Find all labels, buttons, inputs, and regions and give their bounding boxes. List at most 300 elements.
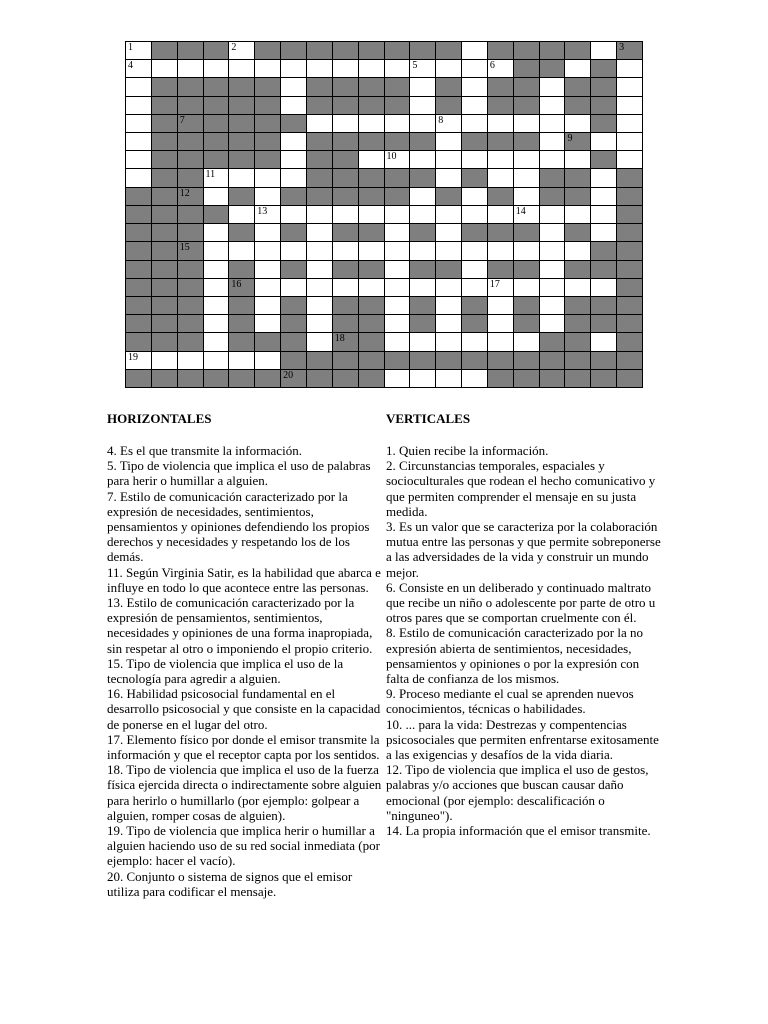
- answer-cell[interactable]: [126, 60, 152, 78]
- answer-cell[interactable]: [255, 188, 281, 206]
- blocked-cell: [307, 78, 333, 96]
- answer-cell[interactable]: [204, 315, 230, 333]
- answer-cell[interactable]: [540, 242, 566, 260]
- answer-cell[interactable]: [436, 242, 462, 260]
- answer-cell[interactable]: [281, 78, 307, 96]
- blocked-cell: [359, 97, 385, 115]
- blocked-cell: [333, 352, 359, 370]
- answer-cell[interactable]: [591, 169, 617, 187]
- blocked-cell: [359, 78, 385, 96]
- blocked-cell: [281, 261, 307, 279]
- blocked-cell: [126, 188, 152, 206]
- verticales-clue: 10. ... para la vida: Destrezas y compentencias psicosociales que permiten enfrentarse exitosamente a las exigencias y desafíos de la vida diaria.: [386, 716, 659, 763]
- answer-cell[interactable]: [281, 151, 307, 169]
- blocked-cell: [462, 352, 488, 370]
- answer-cell[interactable]: [514, 115, 540, 133]
- answer-cell[interactable]: [229, 242, 255, 260]
- answer-cell[interactable]: [410, 188, 436, 206]
- answer-cell[interactable]: [462, 206, 488, 224]
- blocked-cell: [565, 133, 591, 151]
- answer-cell[interactable]: [488, 242, 514, 260]
- answer-cell[interactable]: [488, 333, 514, 351]
- blocked-cell: [514, 370, 540, 388]
- answer-cell[interactable]: [255, 169, 281, 187]
- blocked-cell: [617, 42, 643, 60]
- answer-cell[interactable]: [307, 115, 333, 133]
- blocked-cell: [410, 133, 436, 151]
- blocked-cell: [255, 151, 281, 169]
- answer-cell[interactable]: [462, 151, 488, 169]
- answer-cell[interactable]: [359, 151, 385, 169]
- blocked-cell: [565, 188, 591, 206]
- blocked-cell: [178, 188, 204, 206]
- answer-cell[interactable]: [410, 78, 436, 96]
- blocked-cell: [178, 297, 204, 315]
- clue-number: 3: [619, 42, 625, 53]
- answer-cell[interactable]: [462, 333, 488, 351]
- blocked-cell: [359, 169, 385, 187]
- blocked-cell: [591, 60, 617, 78]
- answer-cell[interactable]: [436, 297, 462, 315]
- blocked-cell: [385, 169, 411, 187]
- answer-cell[interactable]: [126, 133, 152, 151]
- blocked-cell: [385, 352, 411, 370]
- answer-cell[interactable]: [255, 352, 281, 370]
- horizontales-clue: 4. Es el que transmite la información.: [107, 443, 302, 458]
- blocked-cell: [436, 261, 462, 279]
- horizontales-clue: 15. Tipo de violencia que implica el uso de la tecnología para agredir a alguien.: [107, 655, 344, 687]
- answer-cell[interactable]: [385, 60, 411, 78]
- blocked-cell: [617, 261, 643, 279]
- answer-cell[interactable]: [204, 279, 230, 297]
- clue-number: 19: [128, 351, 138, 363]
- answer-cell[interactable]: [385, 261, 411, 279]
- blocked-cell: [126, 315, 152, 333]
- answer-cell[interactable]: [514, 242, 540, 260]
- answer-cell[interactable]: [333, 242, 359, 260]
- blocked-cell: [152, 78, 178, 96]
- answer-cell[interactable]: [565, 242, 591, 260]
- answer-cell[interactable]: [152, 352, 178, 370]
- answer-cell[interactable]: [333, 206, 359, 224]
- blocked-cell: [204, 115, 230, 133]
- answer-cell[interactable]: [462, 115, 488, 133]
- answer-cell[interactable]: [488, 60, 514, 78]
- blocked-cell: [126, 224, 152, 242]
- blocked-cell: [204, 78, 230, 96]
- blocked-cell: [488, 370, 514, 388]
- blocked-cell: [229, 97, 255, 115]
- answer-cell[interactable]: [385, 151, 411, 169]
- answer-cell[interactable]: [514, 333, 540, 351]
- answer-cell[interactable]: [307, 333, 333, 351]
- answer-cell[interactable]: [436, 60, 462, 78]
- answer-cell[interactable]: [255, 261, 281, 279]
- blocked-cell: [333, 151, 359, 169]
- blocked-cell: [488, 224, 514, 242]
- blocked-cell: [359, 352, 385, 370]
- answer-cell[interactable]: [229, 352, 255, 370]
- answer-cell[interactable]: [488, 115, 514, 133]
- crossword-grid: [125, 41, 643, 388]
- answer-cell[interactable]: [385, 315, 411, 333]
- blocked-cell: [152, 279, 178, 297]
- answer-cell[interactable]: [410, 206, 436, 224]
- blocked-cell: [333, 188, 359, 206]
- answer-cell[interactable]: [540, 97, 566, 115]
- answer-cell[interactable]: [410, 279, 436, 297]
- clue-number: 14: [515, 205, 526, 217]
- answer-cell[interactable]: [436, 133, 462, 151]
- answer-cell[interactable]: [307, 224, 333, 242]
- clue-number: 11: [205, 169, 216, 181]
- answer-cell[interactable]: [307, 315, 333, 333]
- blocked-cell: [152, 151, 178, 169]
- answer-cell[interactable]: [565, 151, 591, 169]
- answer-cell[interactable]: [436, 315, 462, 333]
- blocked-cell: [307, 188, 333, 206]
- answer-cell[interactable]: [385, 115, 411, 133]
- answer-cell[interactable]: [436, 370, 462, 388]
- answer-cell[interactable]: [488, 315, 514, 333]
- answer-cell[interactable]: [204, 333, 230, 351]
- blocked-cell: [178, 279, 204, 297]
- blocked-cell: [255, 97, 281, 115]
- answer-cell[interactable]: [617, 115, 643, 133]
- blocked-cell: [255, 370, 281, 388]
- answer-cell[interactable]: [204, 261, 230, 279]
- answer-cell[interactable]: [255, 60, 281, 78]
- answer-cell[interactable]: [204, 169, 230, 187]
- blocked-cell: [462, 315, 488, 333]
- answer-cell[interactable]: [359, 206, 385, 224]
- blocked-cell: [617, 333, 643, 351]
- answer-cell[interactable]: [488, 151, 514, 169]
- blocked-cell: [333, 315, 359, 333]
- blocked-cell: [436, 97, 462, 115]
- answer-cell[interactable]: [281, 279, 307, 297]
- clue-number: 1: [128, 42, 133, 53]
- answer-cell[interactable]: [126, 97, 152, 115]
- answer-cell[interactable]: [617, 151, 643, 169]
- answer-cell[interactable]: [333, 279, 359, 297]
- blocked-cell: [307, 97, 333, 115]
- answer-cell[interactable]: [540, 151, 566, 169]
- answer-cell[interactable]: [617, 60, 643, 78]
- answer-cell[interactable]: [565, 115, 591, 133]
- blocked-cell: [281, 352, 307, 370]
- blocked-cell: [204, 97, 230, 115]
- answer-cell[interactable]: [204, 188, 230, 206]
- answer-cell[interactable]: [204, 352, 230, 370]
- blocked-cell: [565, 352, 591, 370]
- blocked-cell: [126, 242, 152, 260]
- blocked-cell: [281, 42, 307, 60]
- blocked-cell: [385, 42, 411, 60]
- answer-cell[interactable]: [591, 279, 617, 297]
- answer-cell[interactable]: [307, 242, 333, 260]
- blocked-cell: [617, 370, 643, 388]
- answer-cell[interactable]: [591, 206, 617, 224]
- blocked-cell: [436, 352, 462, 370]
- blocked-cell: [359, 224, 385, 242]
- blocked-cell: [281, 315, 307, 333]
- blocked-cell: [410, 224, 436, 242]
- blocked-cell: [385, 97, 411, 115]
- answer-cell[interactable]: [255, 279, 281, 297]
- horizontales-clue: 19. Tipo de violencia que implica herir o humillar a alguien haciendo uso de su red social inmediata (por ejemplo: hacer el vacío).: [107, 823, 380, 869]
- blocked-cell: [540, 333, 566, 351]
- answer-cell[interactable]: [204, 224, 230, 242]
- blocked-cell: [565, 97, 591, 115]
- answer-cell[interactable]: [385, 206, 411, 224]
- answer-cell[interactable]: [307, 279, 333, 297]
- answer-cell[interactable]: [617, 78, 643, 96]
- answer-cell[interactable]: [462, 78, 488, 96]
- horizontales-clue: 11. Según Virginia Satir, es la habilidad que abarca e influye en todo lo que acontece entre las personas.: [107, 564, 381, 595]
- clue-number: 9: [567, 133, 573, 145]
- blocked-cell: [565, 297, 591, 315]
- blocked-cell: [385, 78, 411, 96]
- answer-cell[interactable]: [255, 224, 281, 242]
- blocked-cell: [514, 60, 540, 78]
- blocked-cell: [204, 133, 230, 151]
- answer-cell[interactable]: [540, 297, 566, 315]
- blocked-cell: [617, 224, 643, 242]
- horizontales-clue: 5. Tipo de violencia que implica el uso de palabras para herir o humillar a alguien.: [107, 458, 371, 489]
- answer-cell[interactable]: [436, 151, 462, 169]
- blocked-cell: [591, 261, 617, 279]
- blocked-cell: [333, 370, 359, 388]
- blocked-cell: [333, 224, 359, 242]
- answer-cell[interactable]: [462, 97, 488, 115]
- blocked-cell: [307, 151, 333, 169]
- answer-cell[interactable]: [307, 261, 333, 279]
- answer-cell[interactable]: [255, 315, 281, 333]
- blocked-cell: [229, 333, 255, 351]
- blocked-cell: [514, 133, 540, 151]
- answer-cell[interactable]: [617, 97, 643, 115]
- answer-cell[interactable]: [540, 115, 566, 133]
- blocked-cell: [333, 133, 359, 151]
- answer-cell[interactable]: [126, 115, 152, 133]
- answer-cell[interactable]: [281, 206, 307, 224]
- blocked-cell: [488, 42, 514, 60]
- blocked-cell: [540, 169, 566, 187]
- blocked-cell: [152, 224, 178, 242]
- answer-cell[interactable]: [436, 206, 462, 224]
- blocked-cell: [152, 242, 178, 260]
- blocked-cell: [462, 297, 488, 315]
- answer-cell[interactable]: [436, 169, 462, 187]
- blocked-cell: [178, 206, 204, 224]
- blocked-cell: [229, 370, 255, 388]
- answer-cell[interactable]: [204, 60, 230, 78]
- answer-cell[interactable]: [359, 279, 385, 297]
- blocked-cell: [617, 169, 643, 187]
- answer-cell[interactable]: [540, 315, 566, 333]
- horizontales-clue: 17. Elemento físico por donde el emisor transmite la información y que el receptor capta por los sentidos.: [107, 731, 380, 763]
- answer-cell[interactable]: [462, 370, 488, 388]
- blocked-cell: [281, 224, 307, 242]
- blocked-cell: [281, 188, 307, 206]
- answer-cell[interactable]: [359, 115, 385, 133]
- answer-cell[interactable]: [462, 60, 488, 78]
- answer-cell[interactable]: [126, 169, 152, 187]
- blocked-cell: [488, 352, 514, 370]
- answer-cell[interactable]: [204, 297, 230, 315]
- answer-cell[interactable]: [307, 297, 333, 315]
- clue-number: 18: [334, 333, 345, 345]
- answer-cell[interactable]: [462, 42, 488, 60]
- blocked-cell: [281, 115, 307, 133]
- blocked-cell: [307, 169, 333, 187]
- answer-cell[interactable]: [385, 297, 411, 315]
- answer-cell[interactable]: [462, 188, 488, 206]
- clue-number: 13: [257, 205, 268, 217]
- answer-cell[interactable]: [488, 279, 514, 297]
- answer-cell[interactable]: [514, 169, 540, 187]
- blocked-cell: [591, 315, 617, 333]
- answer-cell[interactable]: [565, 206, 591, 224]
- horizontales-clue: 7. Estilo de comunicación caracterizado por la expresión de necesidades, sentimientos, pensamientos y opiniones defendiendo los propios derechos y necesidades y respetando los de los demás.: [107, 488, 370, 565]
- answer-cell[interactable]: [255, 206, 281, 224]
- blocked-cell: [410, 352, 436, 370]
- answer-cell[interactable]: [488, 206, 514, 224]
- answer-cell[interactable]: [178, 352, 204, 370]
- blocked-cell: [333, 169, 359, 187]
- answer-cell[interactable]: [126, 352, 152, 370]
- blocked-cell: [126, 279, 152, 297]
- answer-cell[interactable]: [462, 279, 488, 297]
- answer-cell[interactable]: [307, 206, 333, 224]
- blocked-cell: [591, 115, 617, 133]
- answer-cell[interactable]: [488, 169, 514, 187]
- answer-cell[interactable]: [281, 60, 307, 78]
- answer-cell[interactable]: [591, 42, 617, 60]
- verticales-clue: 2. Circunstancias temporales, espaciales y socioculturales que rodean el hecho comunicativo y que permiten comprender el mensaje en su justa medida.: [386, 458, 656, 519]
- blocked-cell: [204, 370, 230, 388]
- answer-cell[interactable]: [514, 279, 540, 297]
- answer-cell[interactable]: [540, 261, 566, 279]
- answer-cell[interactable]: [229, 169, 255, 187]
- blocked-cell: [514, 97, 540, 115]
- blocked-cell: [307, 133, 333, 151]
- answer-cell[interactable]: [410, 97, 436, 115]
- answer-cell[interactable]: [514, 151, 540, 169]
- answer-cell[interactable]: [565, 279, 591, 297]
- answer-cell[interactable]: [540, 133, 566, 151]
- answer-cell[interactable]: [126, 151, 152, 169]
- answer-cell[interactable]: [255, 297, 281, 315]
- blocked-cell: [410, 315, 436, 333]
- answer-cell[interactable]: [229, 206, 255, 224]
- answer-cell[interactable]: [540, 279, 566, 297]
- answer-cell[interactable]: [229, 60, 255, 78]
- answer-cell[interactable]: [410, 370, 436, 388]
- answer-cell[interactable]: [436, 279, 462, 297]
- blocked-cell: [255, 333, 281, 351]
- blocked-cell: [152, 333, 178, 351]
- answer-cell[interactable]: [333, 115, 359, 133]
- blocked-cell: [152, 261, 178, 279]
- answer-cell[interactable]: [385, 279, 411, 297]
- answer-cell[interactable]: [410, 333, 436, 351]
- answer-cell[interactable]: [359, 60, 385, 78]
- answer-cell[interactable]: [488, 297, 514, 315]
- blocked-cell: [333, 97, 359, 115]
- clue-number: 7: [179, 114, 185, 126]
- answer-cell[interactable]: [591, 333, 617, 351]
- answer-cell[interactable]: [333, 60, 359, 78]
- blocked-cell: [229, 115, 255, 133]
- answer-cell[interactable]: [410, 115, 436, 133]
- answer-cell[interactable]: [540, 78, 566, 96]
- answer-cell[interactable]: [617, 133, 643, 151]
- blocked-cell: [540, 60, 566, 78]
- answer-cell[interactable]: [462, 242, 488, 260]
- answer-cell[interactable]: [255, 242, 281, 260]
- answer-cell[interactable]: [591, 133, 617, 151]
- answer-cell[interactable]: [540, 224, 566, 242]
- answer-cell[interactable]: [385, 333, 411, 351]
- answer-cell[interactable]: [462, 261, 488, 279]
- answer-cell[interactable]: [229, 42, 255, 60]
- verticales-clue: 14. La propia información que el emisor transmite.: [386, 823, 651, 839]
- blocked-cell: [565, 224, 591, 242]
- answer-cell[interactable]: [591, 224, 617, 242]
- answer-cell[interactable]: [152, 60, 178, 78]
- answer-cell[interactable]: [591, 188, 617, 206]
- verticales-clue-list: [386, 443, 661, 838]
- answer-cell[interactable]: [281, 242, 307, 260]
- blocked-cell: [359, 333, 385, 351]
- answer-cell[interactable]: [385, 242, 411, 260]
- answer-cell[interactable]: [514, 188, 540, 206]
- answer-cell[interactable]: [126, 42, 152, 60]
- answer-cell[interactable]: [436, 333, 462, 351]
- answer-cell[interactable]: [385, 370, 411, 388]
- blocked-cell: [410, 169, 436, 187]
- answer-cell[interactable]: [540, 206, 566, 224]
- answer-cell[interactable]: [178, 60, 204, 78]
- horizontales-clue: 20. Conjunto o sistema de signos que el emisor utiliza para codificar el mensaje.: [107, 868, 353, 899]
- blocked-cell: [617, 297, 643, 315]
- blocked-cell: [333, 42, 359, 60]
- answer-cell[interactable]: [436, 115, 462, 133]
- answer-cell[interactable]: [281, 133, 307, 151]
- answer-cell[interactable]: [281, 169, 307, 187]
- blocked-cell: [565, 42, 591, 60]
- blocked-cell: [436, 42, 462, 60]
- answer-cell[interactable]: [281, 97, 307, 115]
- answer-cell[interactable]: [410, 151, 436, 169]
- blocked-cell: [462, 133, 488, 151]
- answer-cell[interactable]: [307, 60, 333, 78]
- answer-cell[interactable]: [514, 206, 540, 224]
- answer-cell[interactable]: [410, 60, 436, 78]
- answer-cell[interactable]: [204, 242, 230, 260]
- answer-cell[interactable]: [126, 78, 152, 96]
- blocked-cell: [178, 169, 204, 187]
- blocked-cell: [359, 133, 385, 151]
- answer-cell[interactable]: [436, 224, 462, 242]
- blocked-cell: [178, 78, 204, 96]
- answer-cell[interactable]: [410, 242, 436, 260]
- answer-cell[interactable]: [565, 60, 591, 78]
- answer-cell[interactable]: [385, 224, 411, 242]
- answer-cell[interactable]: [359, 242, 385, 260]
